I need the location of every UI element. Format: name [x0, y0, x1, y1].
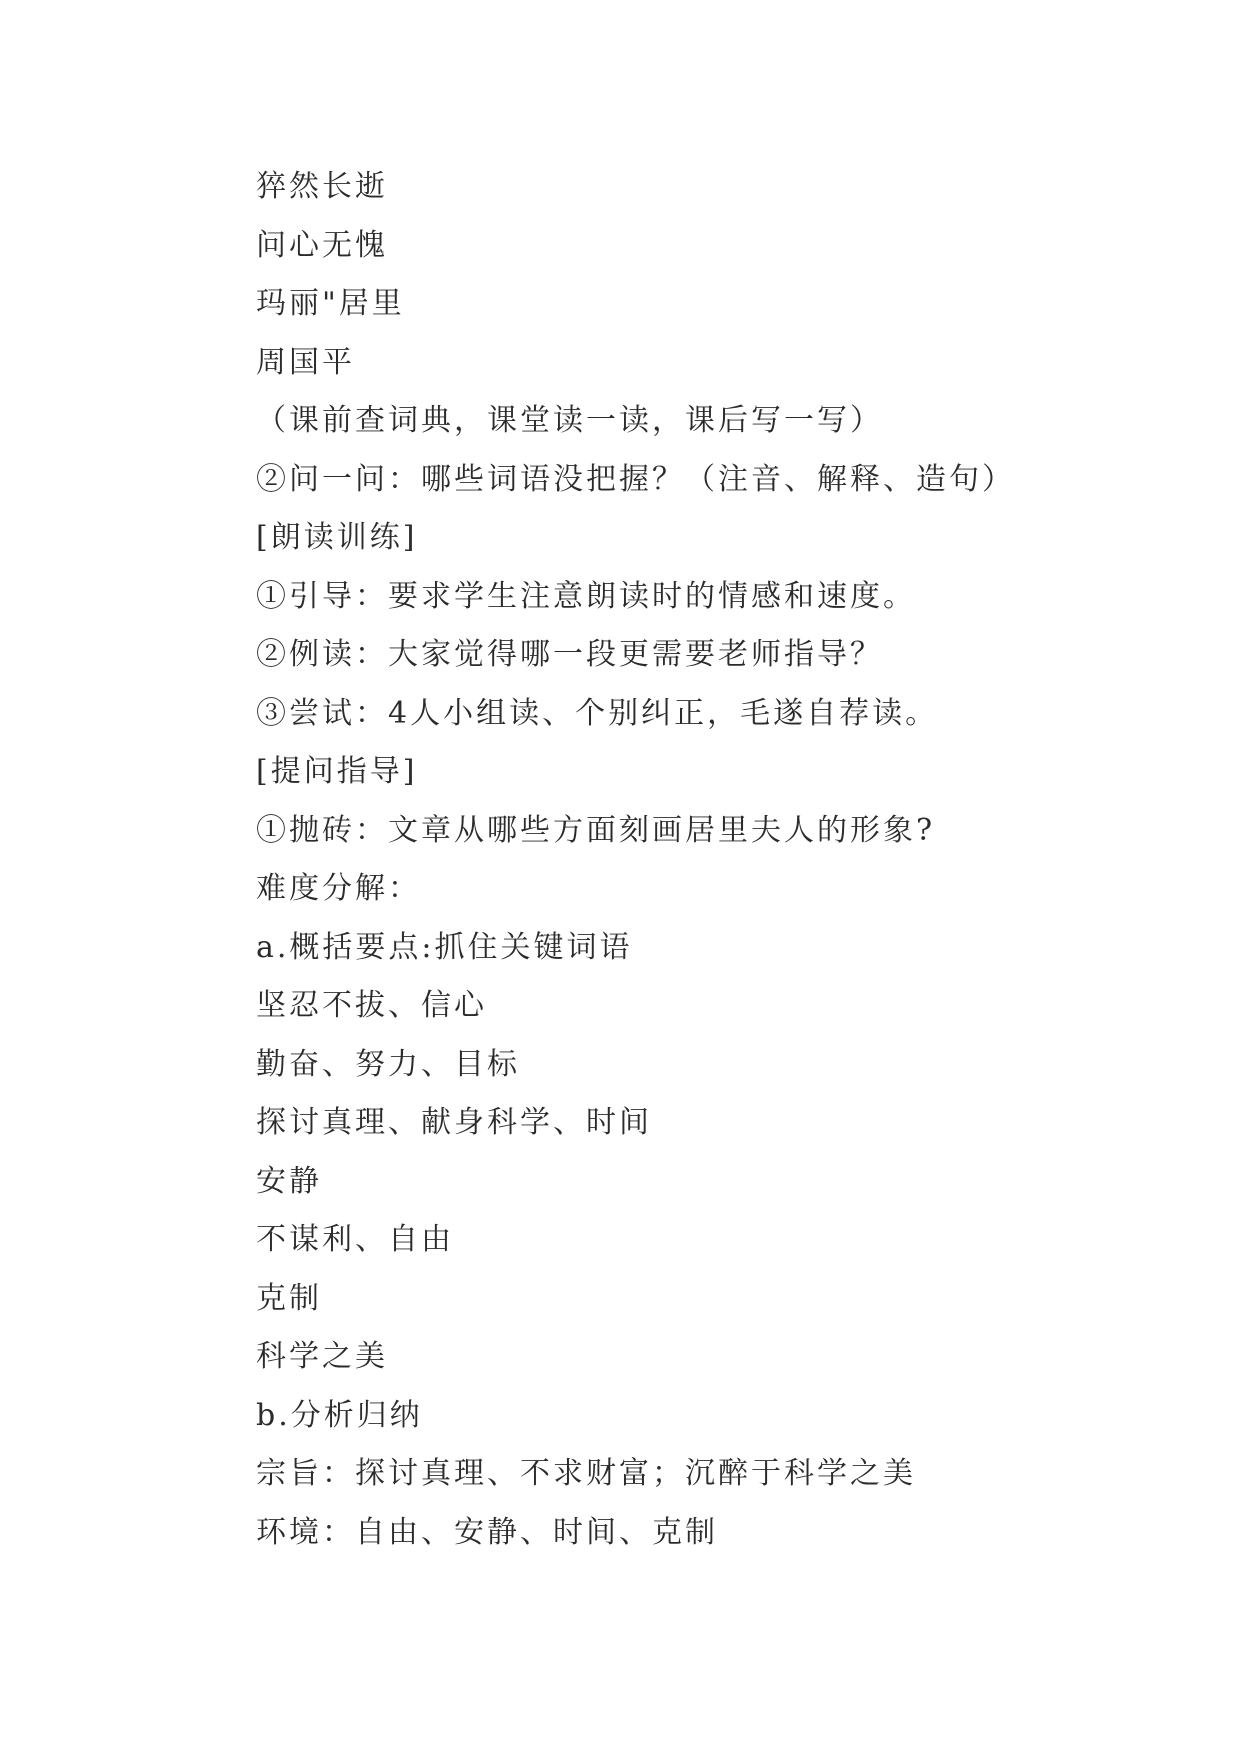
document-body	[256, 158, 1016, 1562]
text-line: 不谋利、自由	[256, 1222, 454, 1257]
text-line: ①抛砖：文章从哪些方面刻画居里夫人的形象?	[256, 812, 936, 848]
text-line: 安静	[256, 1163, 322, 1199]
text-line: 猝然长逝	[256, 169, 388, 204]
text-line: 周国平	[256, 344, 355, 380]
text-line: ②例读：大家觉得哪一段更需要老师指导？	[256, 637, 883, 672]
section-heading: [提问指导]	[256, 754, 418, 789]
text-line: ②问一问：哪些词语没把握？（注音、解释、造句）	[256, 461, 1015, 497]
section-heading: [朗读训练]	[256, 520, 418, 555]
text-line: a.概括要点:抓住关键词语	[256, 929, 633, 965]
text-line: 科学之美	[256, 1339, 388, 1374]
text-line: 玛丽"居里	[256, 286, 405, 321]
text-line: （课前查词典，课堂读一读，课后写一写）	[256, 403, 883, 438]
text-line: 问心无愧	[256, 227, 388, 263]
text-line: 探讨真理、献身科学、时间	[256, 1105, 652, 1140]
text-line: 勤奋、努力、目标	[256, 1046, 520, 1082]
text-line: 宗旨：探讨真理、不求财富；沉醉于科学之美	[256, 1456, 916, 1491]
text-line: 坚忍不拔、信心	[256, 988, 487, 1023]
text-line: b.分析归纳	[256, 1397, 423, 1433]
text-line: ③尝试：4人小组读、个别纠正，毛遂自荐读。	[256, 695, 939, 731]
text-line: 难度分解：	[256, 871, 421, 906]
text-line: ①引导：要求学生注意朗读时的情感和速度。	[256, 578, 916, 614]
text-line: 克制	[256, 1280, 322, 1316]
text-line: 环境：自由、安静、时间、克制	[256, 1514, 718, 1550]
